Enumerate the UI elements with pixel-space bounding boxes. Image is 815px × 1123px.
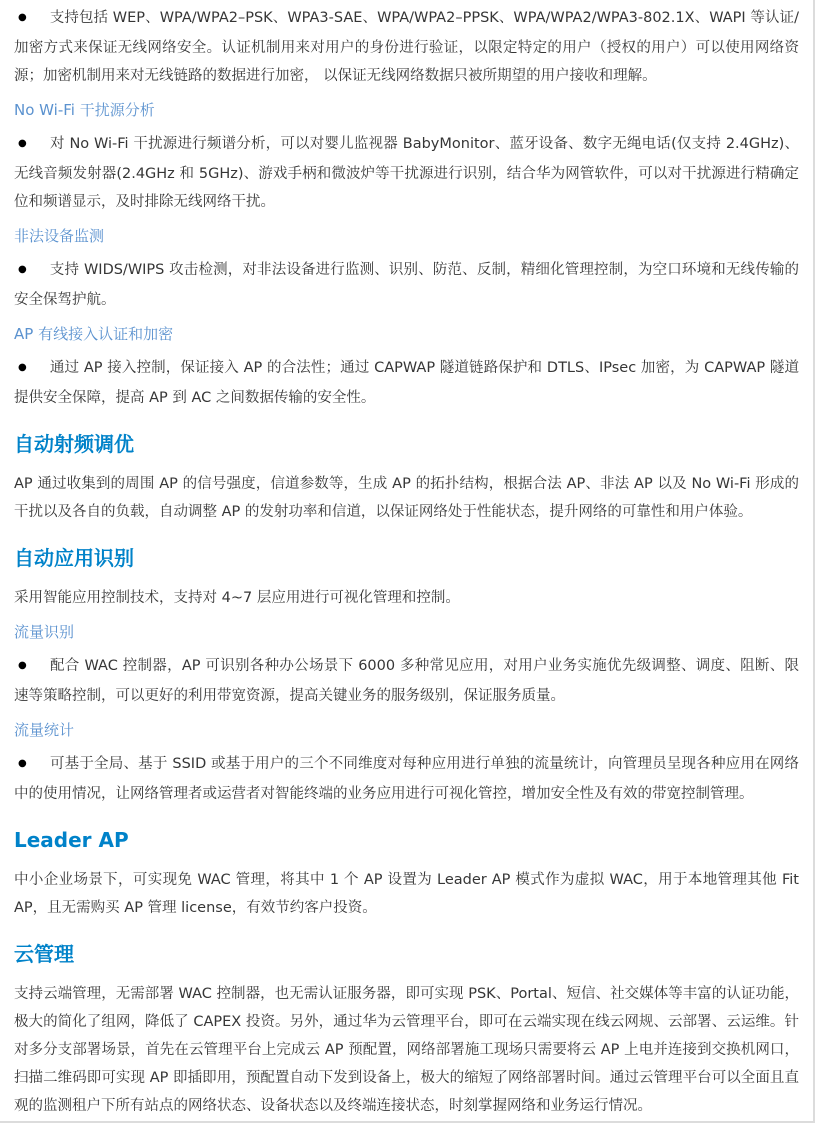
- bullet-item: [14, 130, 799, 216]
- section-heading: Leader AP: [14, 828, 129, 852]
- bullet-item: [14, 652, 799, 710]
- bullet-icon: ●: [18, 758, 27, 769]
- bullet-item: [14, 256, 799, 314]
- section-heading: 云管理: [14, 942, 74, 966]
- paragraph: AP 通过收集到的周围 AP 的信号强度，信道参数等，生成 AP 的拓扑结构，根据合法 AP、非法 AP 以及 No Wi-Fi 形成的干扰以及各自的负载，自动调整 AP 的发射功率和信道，以保证网络处于性能状态，提升网络的可靠性和用户体验。: [14, 476, 799, 520]
- bullet-icon: ●: [18, 660, 28, 671]
- section-heading: 自动射频调优: [14, 432, 134, 456]
- paragraph: 中小企业场景下，可实现免 WAC 管理，将其中 1 个 AP 设置为 Leader AP 模式作为虚拟 WAC，用于本地管理其他 Fit AP，且无需购买 AP 管理 license，有效节约客户投资。: [14, 872, 799, 916]
- bullet-text: 支持 WIDS/WIPS 攻击检测，对非法设备进行监测、识别、防范、反制，精细化管理控制，为空口环境和无线传输的安全保驾护航。: [14, 262, 799, 308]
- bullet-text: 支持包括 WEP、WPA/WPA2–PSK、WPA3-SAE、WPA/WPA2–PPSK、WPA/WPA2/WPA3-802.1X、WAPI 等认证/加密方式来保证无线网络安全。认证机制用来对用户的身份进行验证，以限定特定的用户（授权的用户）可以使用网络资源；加密机制用来对无线链路的数据进行加密， 以保证无线网络数据只被所期望的用户接收和理解。: [14, 10, 799, 84]
- sub-heading: No Wi-Fi 干扰源分析: [14, 101, 155, 119]
- sub-heading: 流量识别: [14, 623, 75, 641]
- bullet-item: [14, 750, 799, 808]
- bullet-text: 通过 AP 接入控制，保证接入 AP 的合法性；通过 CAPWAP 隧道链路保护和 DTLS、IPsec 加密，为 CAPWAP 隧道提供安全保障，提高 AP 到 AC 之间数据传输的安全性。: [14, 360, 799, 406]
- bullet-icon: ●: [18, 362, 27, 373]
- bullet-icon: ●: [18, 138, 27, 149]
- bullet-icon: ●: [18, 12, 27, 23]
- bullet-text: 对 No Wi-Fi 干扰源进行频谱分析，可以对婴儿监视器 BabyMonitor、蓝牙设备、数字无绳电话(仅支持 2.4GHz)、无线音频发射器(2.4GHz 和 5GHz)、游戏手柄和微波炉等干扰源进行识别，结合华为网管软件，可以对干扰源进行精确定位和频谱显示，及时排除无线网络干扰。: [14, 136, 800, 210]
- bullet-item: [14, 4, 799, 90]
- paragraph: 支持云端管理，无需部署 WAC 控制器，也无需认证服务器，即可实现 PSK、Portal、短信、社交媒体等丰富的认证功能，极大的简化了组网，降低了 CAPEX 投资。另外，通过华为云管理平台，即可在云端实现在线云网规、云部署、云运维。针对多分支部署场景，首先在云管理平台上完成云 AP 预配置，网络部署施工现场只需要将云 AP 上电并连接到交换机网口，扫描二维码即可实现 AP 即插即用，预配置自动下发到设备上，极大的缩短了网络部署时间。通过云管理平台可以全面且直观的监测租户下所有站点的网络状态、设备状态以及终端连接状态，时刻掌握网络和业务运行情况。: [14, 986, 799, 1114]
- bullet-icon: ●: [18, 264, 27, 275]
- sub-heading: 非法设备监测: [14, 227, 105, 245]
- paragraph: 采用智能应用控制技术，支持对 4~7 层应用进行可视化管理和控制。: [14, 590, 460, 606]
- section-heading: 自动应用识别: [14, 546, 134, 570]
- sub-heading: 流量统计: [14, 721, 75, 739]
- bullet-item: [14, 354, 799, 412]
- sub-heading: AP 有线接入认证和加密: [14, 325, 174, 343]
- bullet-text: 配合 WAC 控制器，AP 可识别各种办公场景下 6000 多种常见应用，对用户业务实施优先级调整、调度、阻断、限速等策略控制，可以更好的利用带宽资源，提高关键业务的服务级别，保证服务质量。: [14, 658, 799, 704]
- bullet-text: 可基于全局、基于 SSID 或基于用户的三个不同维度对每种应用进行单独的流量统计，向管理员呈现各种应用在网络中的使用情况，让网络管理者或运营者对智能终端的业务应用进行可视化管控，增加安全性及有效的带宽控制管理。: [14, 756, 799, 802]
